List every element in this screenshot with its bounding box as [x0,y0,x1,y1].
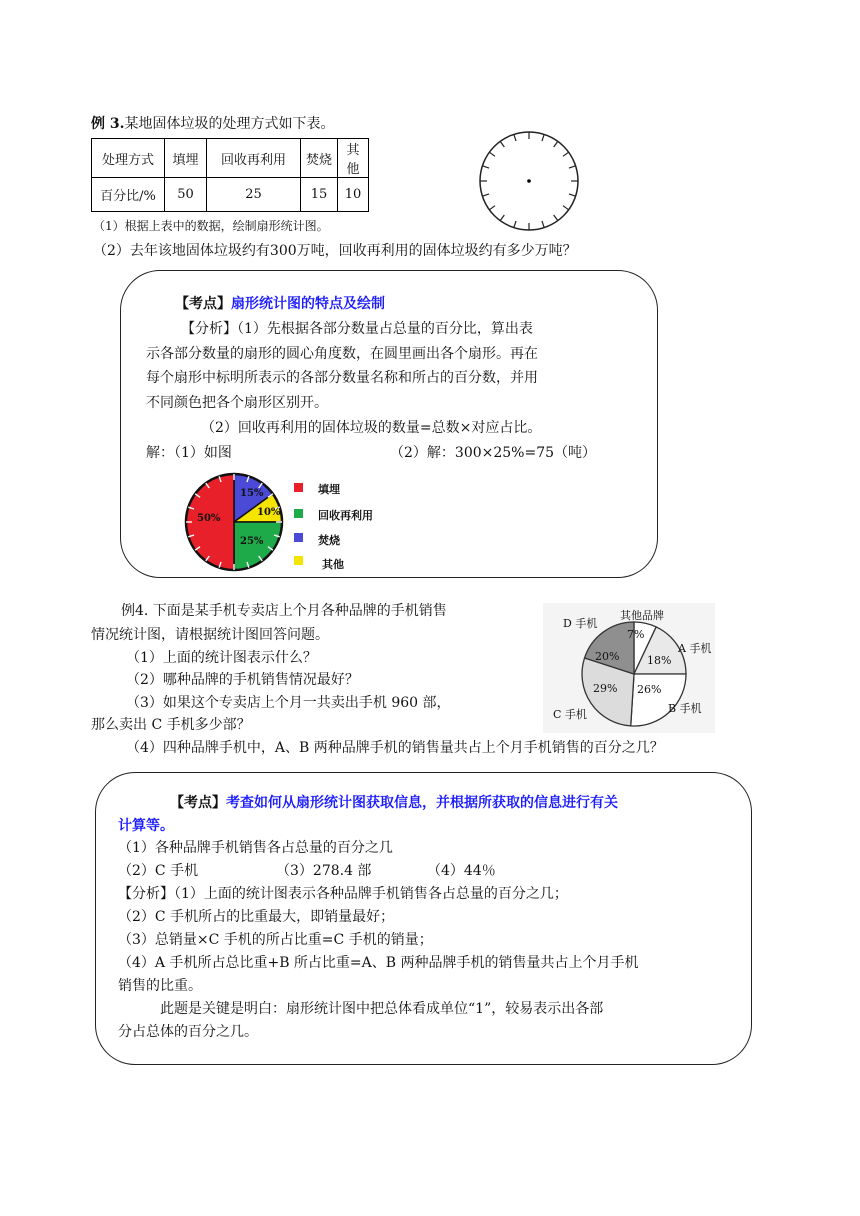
analysis-line: 分占总体的百分之几。 [118,1024,258,1040]
table-header: 其他 [338,139,369,178]
analysis-line: 销售的比重。 [118,978,202,994]
pie-pct-a: 18% [647,654,672,667]
kaodian-2-line2: 计算等。 [118,818,174,834]
table-cell: 25 [207,178,301,212]
example3-title-text: 某地固体垃圾的处理方式如下表。 [124,116,335,132]
example4-line2: 情况统计图，请根据统计图回答问题。 [91,627,329,643]
example4-q1: （1）上面的统计图表示什么？ [126,650,317,666]
example4-q3b: 那么卖出 C 手机多少部？ [91,717,251,733]
fenxi-line: 示各部分数量的扇形的圆心角度数，在圆里画出各个扇形。再在 [146,346,538,362]
example4-q2: （2）哪种品牌的手机销售情况最好？ [126,672,359,688]
table-cell: 10 [338,178,369,212]
example3-title [91,113,335,133]
pie-name-a: A 手机 [678,642,712,655]
legend-label: 填埋 [318,483,340,496]
legend-label: 焚烧 [318,534,340,547]
fenxi-line: （2）回收再利用的固体垃圾的数量=总数×对应占比。 [201,420,542,436]
tick-mark [500,141,504,147]
table-header: 填埋 [165,139,207,178]
kaodian-text: 考查如何从扇形统计图获取信息，并根据所获取的信息进行有关 [226,795,618,811]
kaodian-1 [175,293,385,313]
analysis-line: （2）C 手机所占的比重最大，即销量最好； [118,909,395,925]
tick-mark [563,152,569,156]
tick-mark [554,141,558,147]
table-header: 回收再利用 [207,139,301,178]
table-row-label: 百分比/% [92,178,165,212]
answer-1: （1）各种品牌手机销售各占总量的百分之几 [118,840,393,856]
tick-mark [563,206,569,210]
legend-swatch-recycle [294,509,303,518]
tick-mark [542,134,544,141]
kaodian-label: 【考点】 [170,795,226,811]
tick-mark [514,221,516,228]
example3-q2: （2）去年该地固体垃圾约有300万吨，回收再利用的固体垃圾约有多少万吨？ [93,243,577,259]
table-header: 处理方式 [92,139,165,178]
legend-swatch-landfill [294,483,303,492]
pie-pct-other: 7% [627,628,645,641]
analysis-line: （4）A 手机所占总比重+B 所占比重=A、B 两种品牌手机的销售量共占上个月手机 [118,955,639,971]
table-cell: 15 [301,178,338,212]
fenxi-line: 【分析】（1）先根据各部分数量占总量的百分比，算出表 [181,321,533,337]
pie-name-other: 其他品牌 [620,609,664,622]
example3-q1: （1）根据上表中的数据，绘制扇形统计图。 [93,219,329,233]
table-header: 焚烧 [301,139,338,178]
center-dot [527,179,531,183]
tick-mark [569,194,576,196]
tick-mark [554,215,558,221]
example4-q4: （4）四种品牌手机中，A、B 两种品牌手机的销售量共占上个月手机销售的百分之几？ [126,740,664,756]
legend-swatch-incineration [294,533,303,542]
fenxi-line: 每个扇形中标明所表示的各部分数量名称和所占的百分数，并用 [146,370,538,386]
answer-3: （3）278.4 部 [276,863,372,879]
tick-mark [500,215,504,221]
legend-swatch-other [294,556,303,565]
tick-mark [569,166,576,168]
legend-label: 其他 [322,558,344,571]
pie-label-landfill: 50% [197,513,221,524]
example4-q3: （3）如果这个专卖店上个月一共卖出手机 960 部， [126,695,451,711]
analysis-line: 此题是关键是明白：扇形统计图中把总体看成单位“1”，较易表示出各部 [160,1001,604,1017]
example3-prefix: 例 3. [91,116,125,132]
kaodian-label: 【考点】 [175,296,231,312]
tick-mark [514,134,516,141]
analysis-line: （3）总销量×C 手机的所占比重=C 手机的销量； [118,932,433,948]
pie-name-b: B 手机 [668,702,702,715]
answer-4: （4）44％ [427,863,496,879]
pie-name-c: C 手机 [553,708,587,721]
fenxi-line: 不同颜色把各个扇形区别开。 [146,395,328,411]
pie-label-other: 10% [257,507,281,518]
answer-2: （2）C 手机 [118,863,199,879]
pie-pct-b: 26% [637,683,662,696]
table-cell: 50 [165,178,207,212]
tick-mark [489,152,495,156]
pie-label-incineration: 15% [240,488,264,499]
kaodian-2-line1 [170,792,618,812]
tick-mark [482,194,489,196]
tick-mark [542,221,544,228]
pie-label-recycle: 25% [240,536,264,547]
legend-label: 回收再利用 [318,509,373,522]
pie-pct-d: 20% [595,650,620,663]
kaodian-text: 扇形统计图的特点及绘制 [231,296,385,312]
tick-mark [482,166,489,168]
solution-1: 解：（1）如图 [146,445,232,461]
solution-2: （2）解：300×25%=75（吨） [390,445,597,461]
tick-mark [489,206,495,210]
blank-circle-diagram [478,130,580,232]
example4-line1: 例4. 下面是某手机专卖店上个月各种品牌的手机销售 [121,603,447,619]
disposal-table [91,138,369,212]
pie-pct-c: 29% [593,682,618,695]
analysis-line: 【分析】（1）上面的统计图表示各种品牌手机销售各占总量的百分之几； [118,886,568,902]
pie-name-d: D 手机 [563,617,598,630]
